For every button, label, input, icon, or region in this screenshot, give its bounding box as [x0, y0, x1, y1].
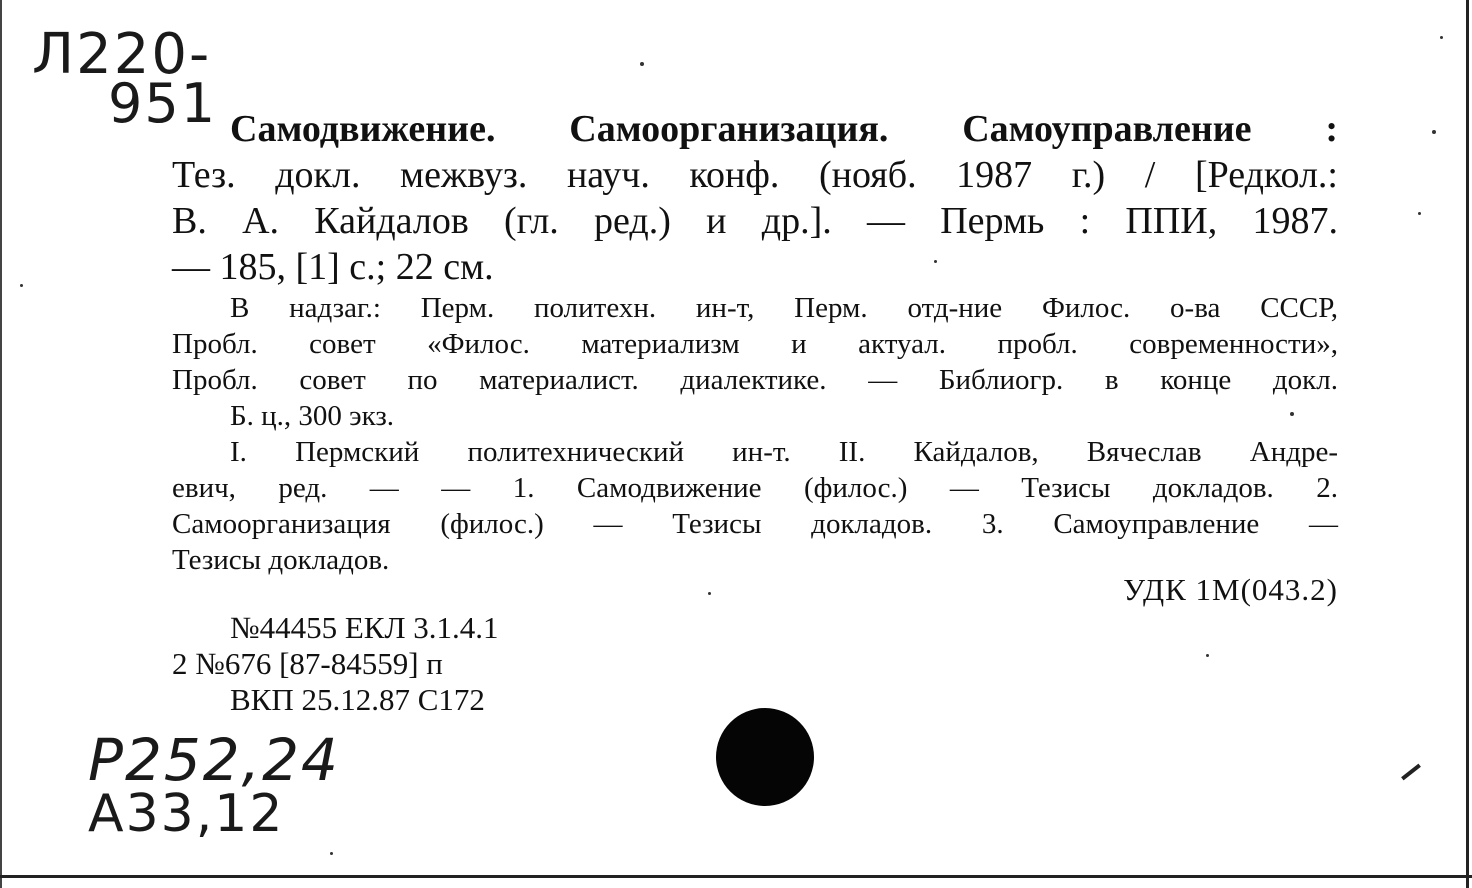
- note-line-2: Пробл. совет «Филос. материализм и актуал. пробл. современности»,: [172, 328, 1338, 360]
- note-line-8: Тезисы докладов.: [172, 544, 390, 576]
- scan-speck: [20, 284, 23, 287]
- scan-speck: [1432, 130, 1436, 134]
- note-line-3: Пробл. совет по материалист. диалектике. — Библиогр. в конце докл.: [172, 364, 1338, 396]
- card-right-edge: [1466, 0, 1469, 888]
- entry-notes: [172, 290, 1338, 578]
- handwritten-shelf-mark-line2: 951: [108, 72, 218, 135]
- note-line-7: Самоорганизация (филос.) — Тезисы докладов. 3. Самоуправление —: [172, 508, 1338, 540]
- accession-line-2: 2 №676 [87-84559] п: [172, 646, 443, 681]
- scan-speck: [1418, 212, 1421, 215]
- udc-code: УДК 1М(043.2): [1123, 572, 1338, 607]
- scan-speck: [1290, 412, 1294, 416]
- accession-line-3: ВКП 25.12.87 С172: [230, 682, 485, 717]
- handwritten-shelf-mark-line1: Л220-: [32, 22, 212, 87]
- note-line-6: евич, ред. — — 1. Самодвижение (филос.) — Тезисы докладов. 2.: [172, 472, 1338, 504]
- handwritten-class-code-1: Р252,24: [88, 726, 340, 794]
- note-line-4: Б. ц., 300 экз.: [230, 400, 395, 432]
- note-line-1: В надзаг.: Перм. политехн. ин-т, Перм. отд-ние Филос. о-ва СССР,: [230, 292, 1338, 324]
- scan-speck: [934, 260, 937, 263]
- entry-line-3: В. А. Кайдалов (гл. ред.) и др.]. — Пермь : ППИ, 1987.: [172, 200, 1338, 242]
- scan-speck: [330, 852, 333, 855]
- entry-line-2: Тез. докл. межвуз. науч. конф. (нояб. 1987 г.) / [Редкол.:: [172, 154, 1338, 196]
- card-bottom-edge: [0, 875, 1472, 878]
- entry-title-line: Самодвижение. Самоорганизация. Самоуправление :: [230, 108, 1338, 150]
- note-line-5: I. Пермский политехнический ин-т. II. Кайдалов, Вячеслав Андре-: [230, 436, 1338, 468]
- card-left-edge: [0, 0, 2, 888]
- scan-speck: [708, 592, 711, 595]
- scan-speck: [1440, 36, 1443, 39]
- bibliographic-entry: [172, 106, 1338, 290]
- accession-info: [172, 610, 498, 718]
- scan-speck: [640, 62, 644, 66]
- pen-mark: [1401, 764, 1421, 781]
- scan-speck: [1206, 654, 1209, 657]
- handwritten-class-code-2: А33,12: [88, 784, 285, 844]
- entry-line-4: — 185, [1] с.; 22 см.: [172, 246, 494, 288]
- accession-line-1: №44455 ЕКЛ 3.1.4.1: [230, 610, 499, 645]
- card-punch-hole: [716, 708, 814, 806]
